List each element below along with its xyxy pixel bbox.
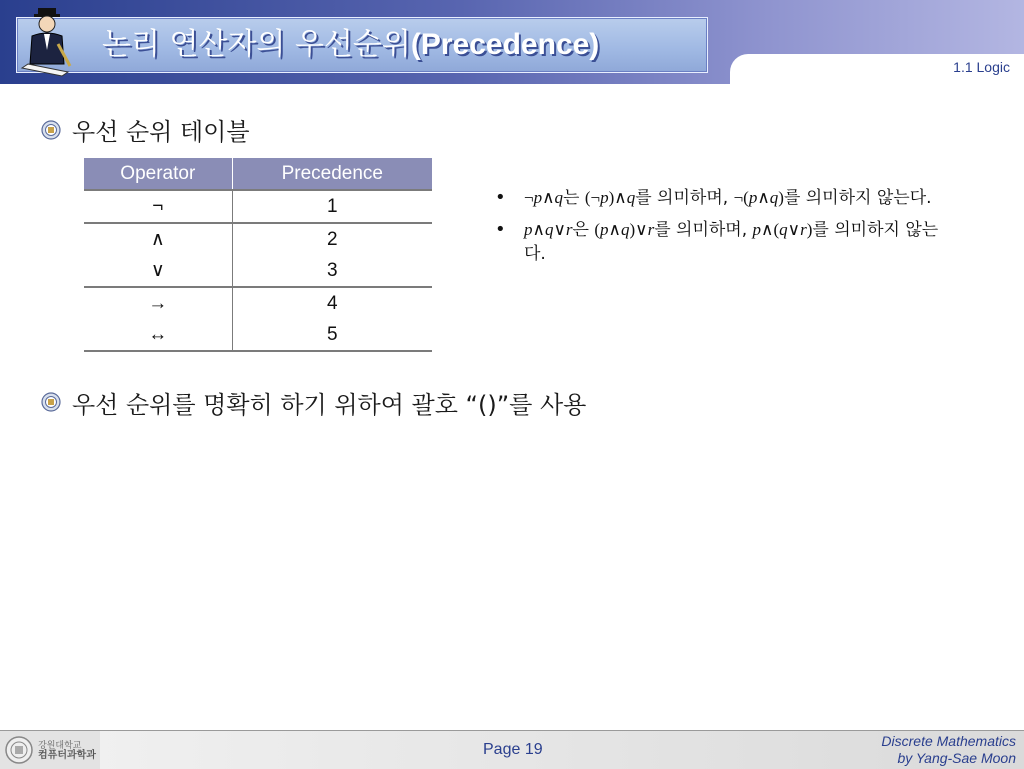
precedence-cell [232, 223, 432, 287]
university-emblem-icon [4, 735, 34, 765]
note-connector: 를 의미하며, [654, 220, 753, 240]
precedence-cell [232, 287, 432, 351]
note-connector: 는 [563, 188, 585, 208]
precedence-value: 4 [327, 293, 338, 314]
column-header-operator: Operator [84, 158, 232, 190]
operator-and: ∧ [150, 229, 165, 250]
precedence-value: 3 [327, 260, 338, 281]
note-not-equivalent: p∧(q∨r) [752, 220, 813, 239]
page-title: 논리 연산자의 우선순위(Precedence) [102, 27, 600, 62]
table-row [84, 190, 432, 223]
operator-cell [84, 190, 232, 223]
university-seal-icon [41, 392, 61, 412]
precedence-value: 2 [327, 229, 338, 250]
table-row [84, 287, 432, 351]
note-item [492, 218, 942, 266]
note-item [492, 186, 942, 210]
operator-implies: → [148, 293, 168, 314]
note-connector: 를 의미하지 않는다. [524, 220, 939, 264]
footer [0, 730, 1024, 769]
department-name [38, 741, 96, 761]
footer-logo-area [0, 731, 100, 769]
note-connector: 를 의미하며, [635, 188, 734, 208]
university-seal-icon [41, 120, 61, 140]
precedence-value: 1 [327, 196, 338, 217]
course-credit [881, 733, 1016, 767]
note-expression: ¬p∧q [524, 188, 564, 207]
note-connector: 은 [572, 220, 595, 240]
note-not-equivalent: ¬(p∧q) [733, 188, 784, 207]
precedence-table [84, 158, 432, 352]
university-name: 강원대학교 [38, 741, 82, 751]
course-title: Discrete Mathematics [881, 733, 1016, 749]
operator-iff: ↔ [148, 324, 168, 345]
operator-not: ¬ [152, 196, 164, 217]
operator-cell [84, 287, 232, 351]
thinking-man-icon [18, 6, 78, 78]
precedence-notes [492, 186, 942, 274]
table-header-row [84, 158, 432, 190]
page-number: Page 19 [483, 741, 543, 758]
section-label: 1.1 Logic [953, 59, 1010, 75]
bullet-parentheses-heading: 우선 순위를 명확히 하기 위하여 괄호 “()”를 사용 [72, 391, 587, 419]
title-bar [0, 0, 1024, 84]
section-tab [730, 54, 1024, 84]
note-expression: p∧q∨r [524, 220, 573, 239]
table-row [84, 223, 432, 287]
precedence-value: 5 [327, 324, 338, 345]
operator-or: ∨ [150, 260, 165, 281]
precedence-cell [232, 190, 432, 223]
author-credit: by Yang-Sae Moon [897, 750, 1016, 766]
operator-cell [84, 223, 232, 287]
department-label: 컴퓨터과학과 [38, 750, 96, 761]
bullet-table-heading: 우선 순위 테이블 [72, 118, 250, 146]
note-equivalent: (p∧q)∨r [594, 220, 655, 239]
note-equivalent: (¬p)∧q [584, 188, 636, 207]
column-header-precedence: Precedence [232, 158, 432, 190]
note-connector: 를 의미하지 않는다. [783, 188, 932, 208]
